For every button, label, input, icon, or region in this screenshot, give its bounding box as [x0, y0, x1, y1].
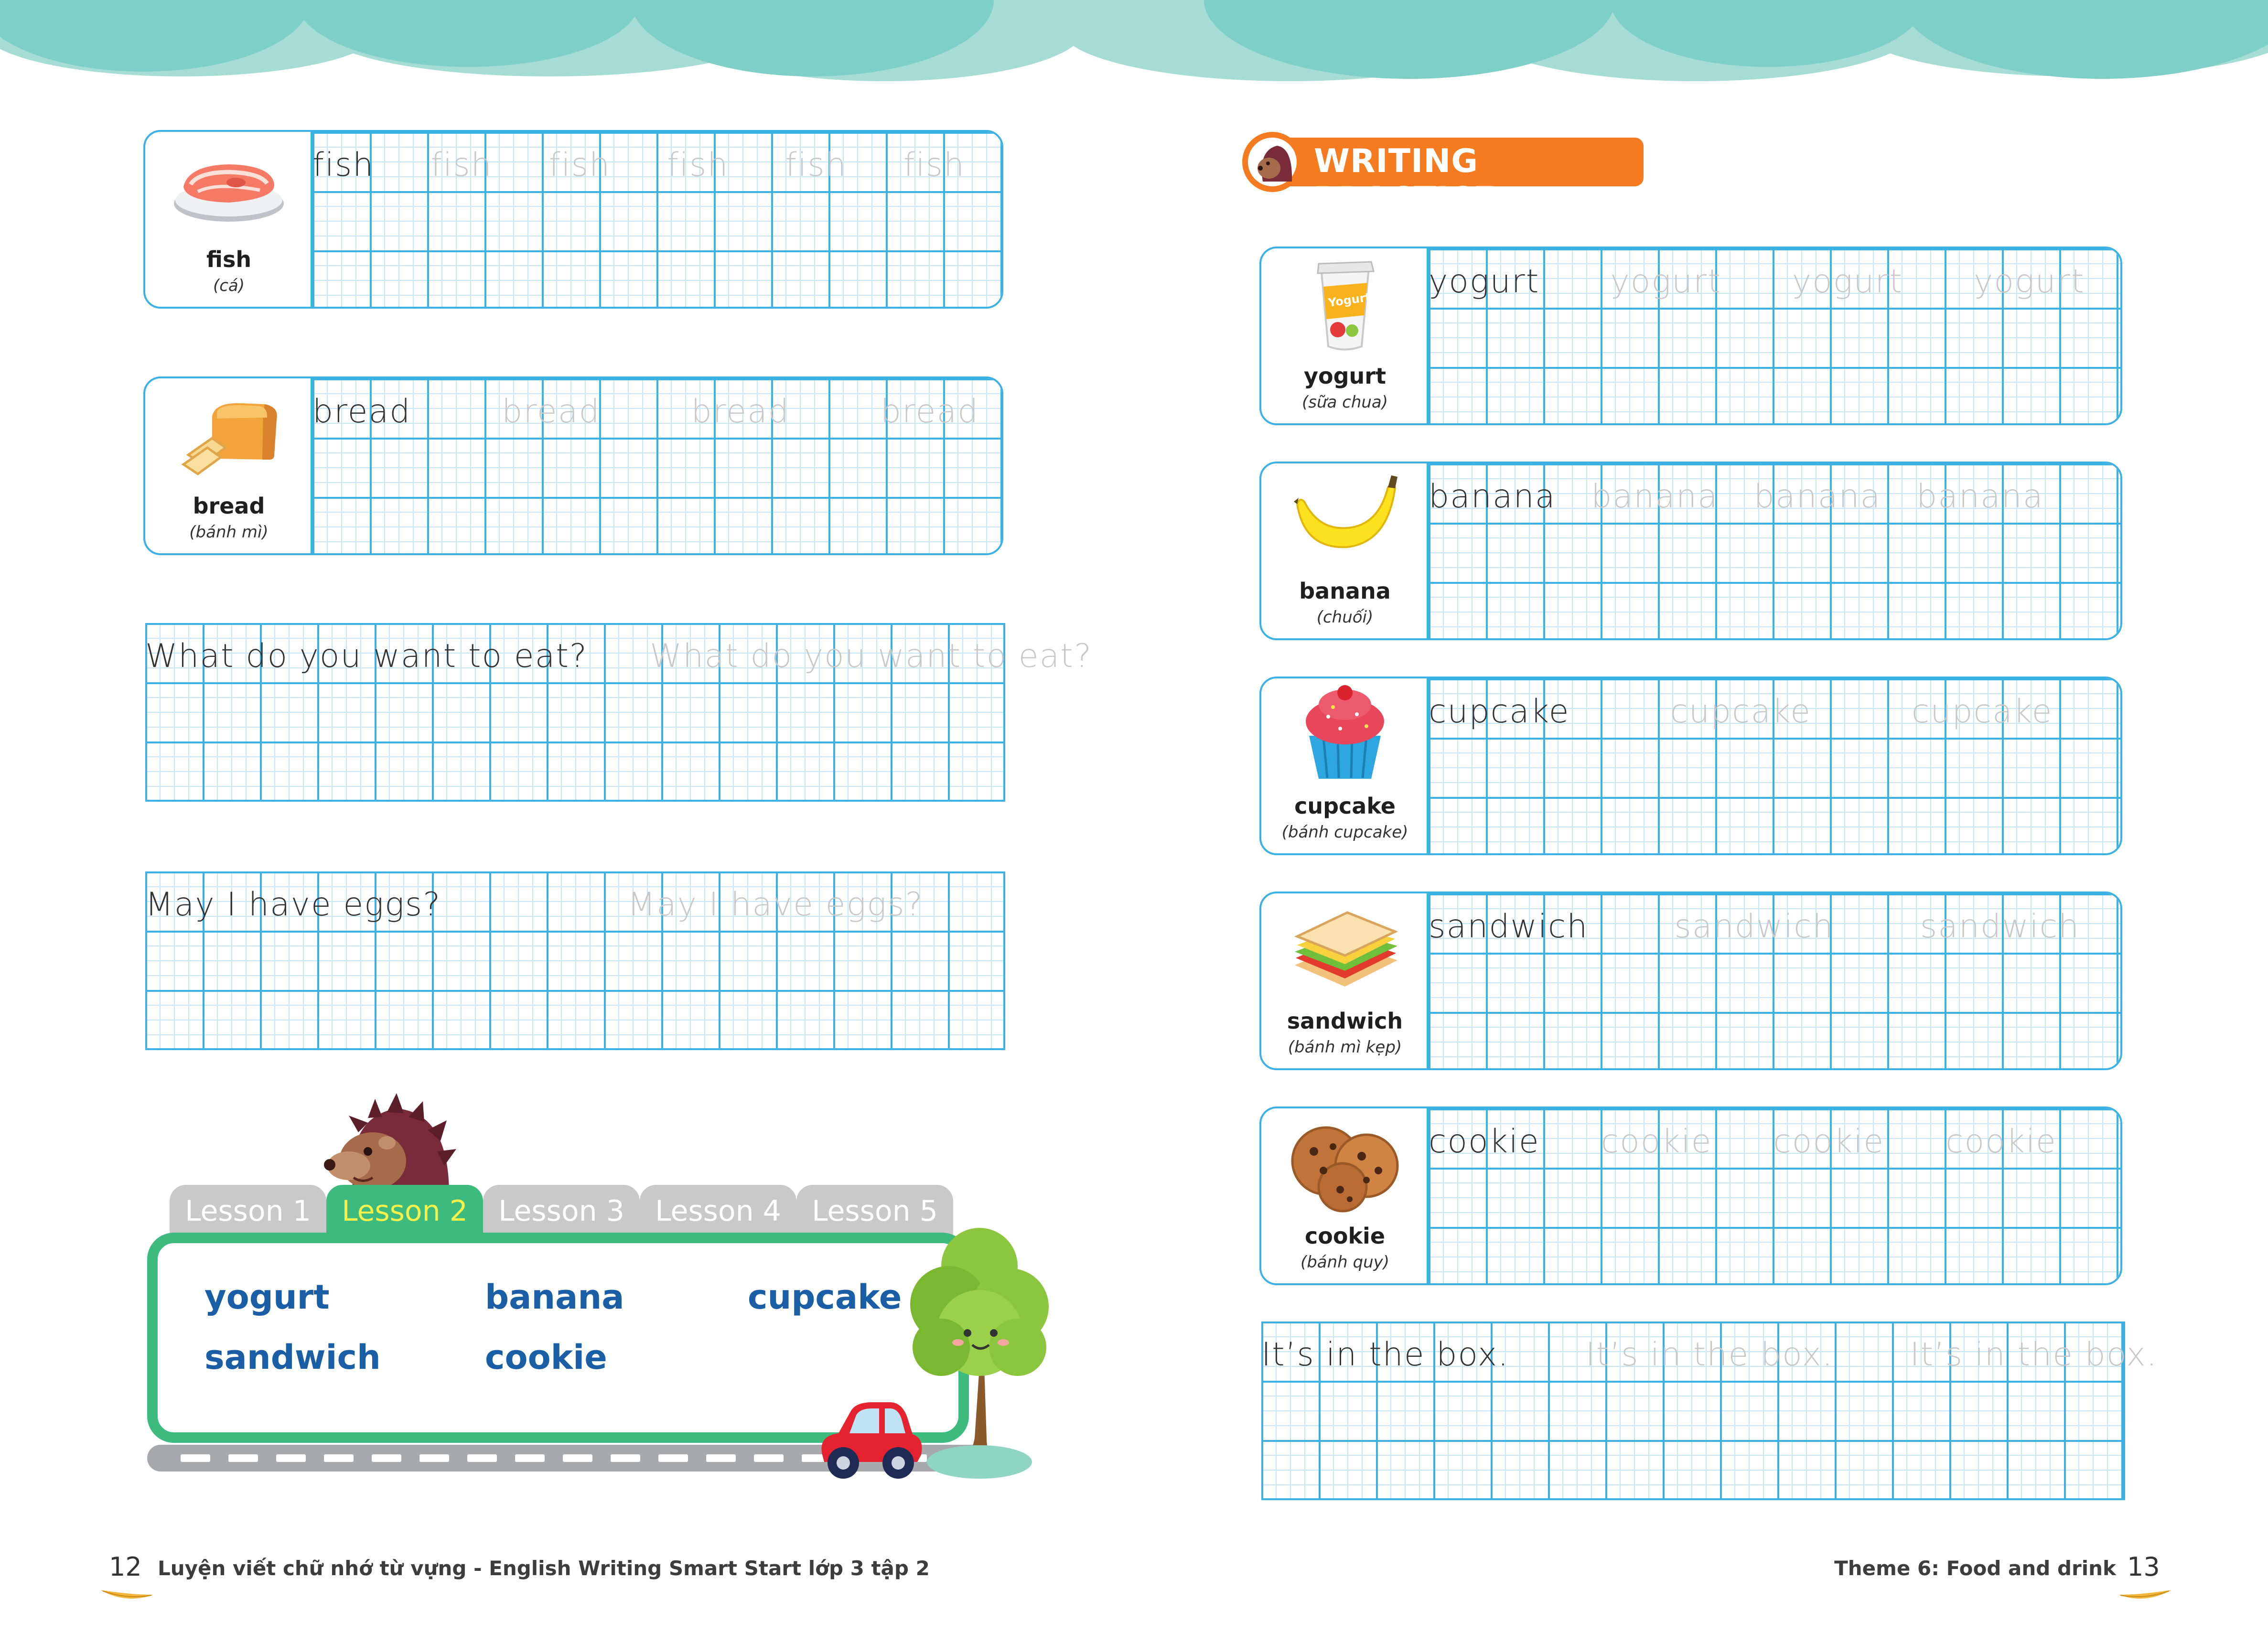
section-badge-writing-practice [1242, 132, 1644, 218]
word-translation: (cá) [213, 276, 245, 295]
yogurt-cup-icon [1285, 253, 1405, 354]
trace-word: sandwich [1674, 908, 1834, 945]
model-sentence: May I have eggs? [145, 886, 441, 924]
writing-line [312, 146, 965, 184]
vocab-word: yogurt [204, 1278, 330, 1317]
road-dash [276, 1454, 306, 1462]
trace-word: cookie [1946, 1123, 2057, 1160]
sentence-grid[interactable] [1261, 1321, 2158, 1500]
tab-lesson-5[interactable]: Lesson 5 [796, 1185, 953, 1237]
sandwich-icon [1285, 898, 1405, 999]
trace-word: yogurt [1610, 263, 1721, 301]
writing-line [145, 637, 1092, 675]
trace-sentence: May I have eggs? [627, 886, 924, 924]
bread-loaf-icon [169, 383, 289, 483]
tab-lesson-2[interactable]: Lesson 2 [326, 1185, 483, 1237]
writing-line [1429, 263, 2085, 301]
writing-grid[interactable] [1429, 1108, 2120, 1283]
road-dash [181, 1454, 210, 1462]
road-dash [372, 1454, 401, 1462]
trace-word: bread [502, 393, 601, 430]
writing-grid[interactable] [1429, 893, 2120, 1068]
word-label: cupcake [1294, 793, 1396, 819]
trace-word: cupcake [1670, 693, 1811, 731]
word-translation: (bánh mì) [189, 523, 269, 542]
trace-word: bread [880, 393, 979, 430]
cloud-border-decoration [0, 0, 2268, 96]
tab-lesson-4[interactable]: Lesson 4 [640, 1185, 796, 1237]
page-number-right: 13 [2127, 1552, 2160, 1582]
trace-word: cupcake [1912, 693, 2053, 731]
tab-lesson-1[interactable]: Lesson 1 [170, 1185, 326, 1237]
model-word: yogurt [1429, 263, 1540, 301]
writing-line [1429, 693, 2053, 731]
model-word: bread [312, 393, 411, 430]
tree-character-icon [908, 1223, 1051, 1481]
word-card-picture [145, 132, 312, 307]
word-card-picture [1261, 1108, 1429, 1283]
wheat-leaf-icon [98, 1585, 155, 1605]
trace-word: banana [1916, 478, 2044, 516]
trace-sentence: It’s in the box. [1910, 1336, 2158, 1374]
cookie-icon [1285, 1113, 1405, 1214]
section-title: WRITING PRACTICE [1314, 142, 1496, 218]
road-dash [467, 1454, 497, 1462]
trace-word: fish [548, 146, 611, 184]
road-dash [611, 1454, 640, 1462]
word-card-picture [1261, 893, 1429, 1068]
writing-line [1261, 1336, 2158, 1374]
trace-word: bread [691, 393, 790, 430]
banana-icon [1285, 468, 1405, 569]
footer-title-right: Theme 6: Food and drink [1834, 1557, 2116, 1580]
model-word: fish [312, 146, 375, 184]
word-label: yogurt [1304, 363, 1386, 389]
hedgehog-mascot-icon [315, 1089, 459, 1199]
model-word: cookie [1429, 1123, 1540, 1160]
vocab-word: sandwich [204, 1338, 381, 1377]
sentence-grid[interactable] [145, 623, 1093, 802]
word-card-picture [1261, 678, 1429, 853]
trace-word: sandwich [1920, 908, 2080, 945]
road-dash [228, 1454, 258, 1462]
word-translation: (bánh mì kẹp) [1288, 1038, 1402, 1057]
model-word: banana [1429, 478, 1556, 516]
trace-word: cookie [1601, 1123, 1712, 1160]
trace-word: fish [430, 146, 493, 184]
red-car-icon [812, 1390, 927, 1481]
word-translation: (bánh quy) [1300, 1253, 1390, 1272]
word-card-picture [1261, 463, 1429, 638]
svg-text:Yogurt: Yogurt [1327, 290, 1372, 310]
word-label: sandwich [1287, 1008, 1403, 1034]
writing-grid[interactable] [1429, 678, 2120, 853]
road-dash [515, 1454, 545, 1462]
word-label: fish [206, 247, 252, 272]
vocab-word: banana [485, 1278, 624, 1317]
word-card-cookie [1259, 1107, 2122, 1285]
cupcake-icon [1285, 683, 1405, 784]
road-dash [658, 1454, 688, 1462]
tab-lesson-3[interactable]: Lesson 3 [483, 1185, 640, 1237]
word-label: bread [193, 493, 265, 519]
hedgehog-icon [1251, 139, 1295, 184]
word-translation: (sữa chua) [1301, 393, 1388, 412]
word-label: banana [1299, 578, 1391, 604]
word-card-banana [1259, 462, 2122, 640]
trace-word: banana [1753, 478, 1881, 516]
footer-title-left: Luyện viết chữ nhớ từ vựng - English Writing Smart Start lớp 3 tập 2 [158, 1557, 930, 1580]
writing-grid[interactable] [1429, 463, 2120, 638]
word-card-picture [145, 378, 312, 553]
word-card-cupcake [1259, 677, 2122, 855]
road-dash [754, 1454, 784, 1462]
model-sentence: It’s in the box. [1261, 1336, 1509, 1374]
page-number-left: 12 [109, 1552, 142, 1582]
sentence-grid[interactable] [145, 871, 1005, 1050]
word-card-picture [1261, 248, 1429, 423]
writing-line [312, 393, 979, 430]
vocab-word: cookie [485, 1338, 607, 1377]
trace-sentence: It’s in the box. [1585, 1336, 1834, 1374]
writing-line [1429, 908, 2080, 945]
writing-line [145, 886, 924, 924]
trace-word: fish [667, 146, 729, 184]
road-dash [324, 1454, 354, 1462]
model-sentence: What do you want to eat? [145, 637, 588, 675]
model-word: sandwich [1429, 908, 1589, 945]
writing-grid[interactable] [1429, 248, 2120, 423]
word-label: cookie [1304, 1223, 1386, 1249]
vocab-word: cupcake [748, 1278, 902, 1317]
writing-grid[interactable] [312, 132, 1001, 307]
trace-word: fish [903, 146, 966, 184]
wheat-leaf-icon [2117, 1585, 2174, 1605]
word-card-yogurt [1259, 247, 2122, 425]
trace-word: fish [785, 146, 847, 184]
trace-word: banana [1591, 478, 1719, 516]
word-card-sandwich [1259, 892, 2122, 1070]
writing-line [1429, 478, 2044, 516]
writing-line [1429, 1123, 2057, 1160]
writing-grid[interactable] [312, 378, 1001, 553]
word-translation: (bánh cupcake) [1281, 823, 1408, 842]
road-dash [706, 1454, 736, 1462]
trace-word: yogurt [1792, 263, 1903, 301]
word-translation: (chuối) [1316, 608, 1374, 627]
trace-word: yogurt [1974, 263, 2085, 301]
model-word: cupcake [1429, 693, 1570, 731]
word-card-fish [143, 130, 1003, 309]
trace-word: cookie [1773, 1123, 1885, 1160]
road-dash [419, 1454, 449, 1462]
salmon-steak-icon [169, 137, 289, 237]
road-dash [563, 1454, 592, 1462]
trace-sentence: What do you want to eat? [650, 637, 1093, 675]
word-card-bread [143, 376, 1003, 555]
